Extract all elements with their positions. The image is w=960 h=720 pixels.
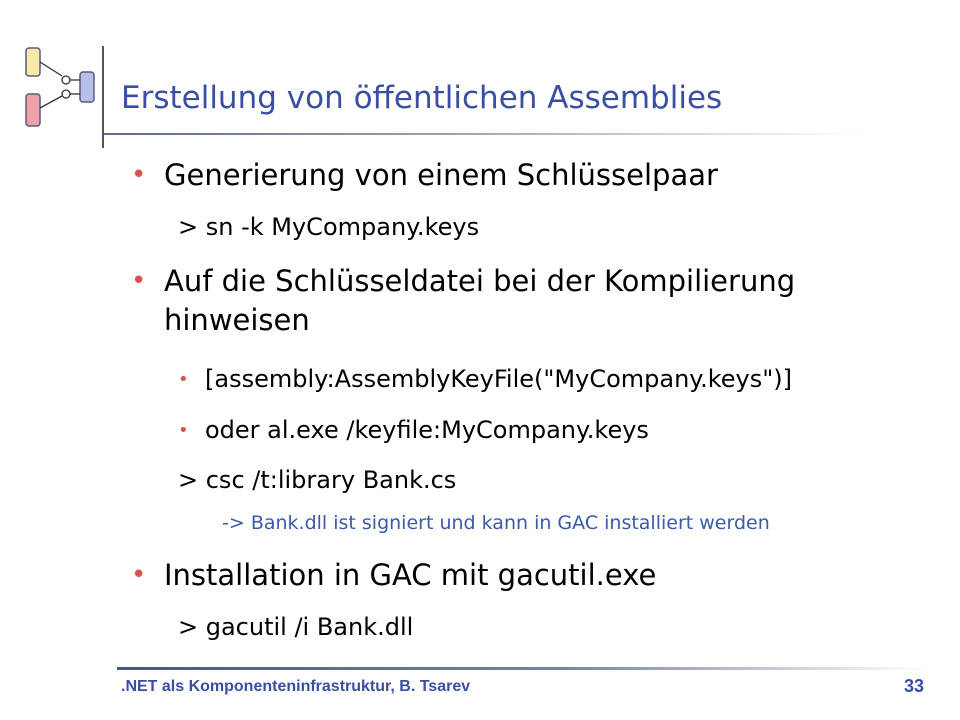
note-text: -> Bank.dll ist signiert und kann in GAC installiert werden xyxy=(222,512,770,534)
footer-divider xyxy=(117,667,927,670)
header-horizontal-divider xyxy=(104,133,864,135)
command-text: > csc /t:library Bank.cs xyxy=(178,466,457,494)
subbullet-marker: • xyxy=(178,369,189,390)
bullet-marker: • xyxy=(131,160,147,190)
subbullet-text: oder al.exe /keyfile:MyCompany.keys xyxy=(205,416,649,444)
slide-title: Erstellung von öffentlichen Assemblies xyxy=(121,80,723,116)
bullet-marker: • xyxy=(131,266,147,296)
bullet-text: Auf die Schlüsseldatei bei der Kompilierung xyxy=(164,264,796,298)
bullet-text: Installation in GAC mit gacutil.exe xyxy=(164,558,657,592)
bullet-text-continuation: hinweisen xyxy=(164,303,310,337)
bullet-marker: • xyxy=(131,560,147,590)
footer-text: .NET als Komponenteninfrastruktur, B. Tsarev xyxy=(121,678,471,695)
command-text: > sn -k MyCompany.keys xyxy=(178,213,480,241)
subbullet-marker: • xyxy=(178,420,189,441)
bullet-text: Generierung von einem Schlüsselpaar xyxy=(164,158,718,192)
subbullet-text: [assembly:AssemblyKeyFile("MyCompany.keys")] xyxy=(205,365,792,393)
page-number: 33 xyxy=(904,676,925,696)
component-diagram-logo xyxy=(22,46,104,146)
command-text: > gacutil /i Bank.dll xyxy=(178,613,414,641)
